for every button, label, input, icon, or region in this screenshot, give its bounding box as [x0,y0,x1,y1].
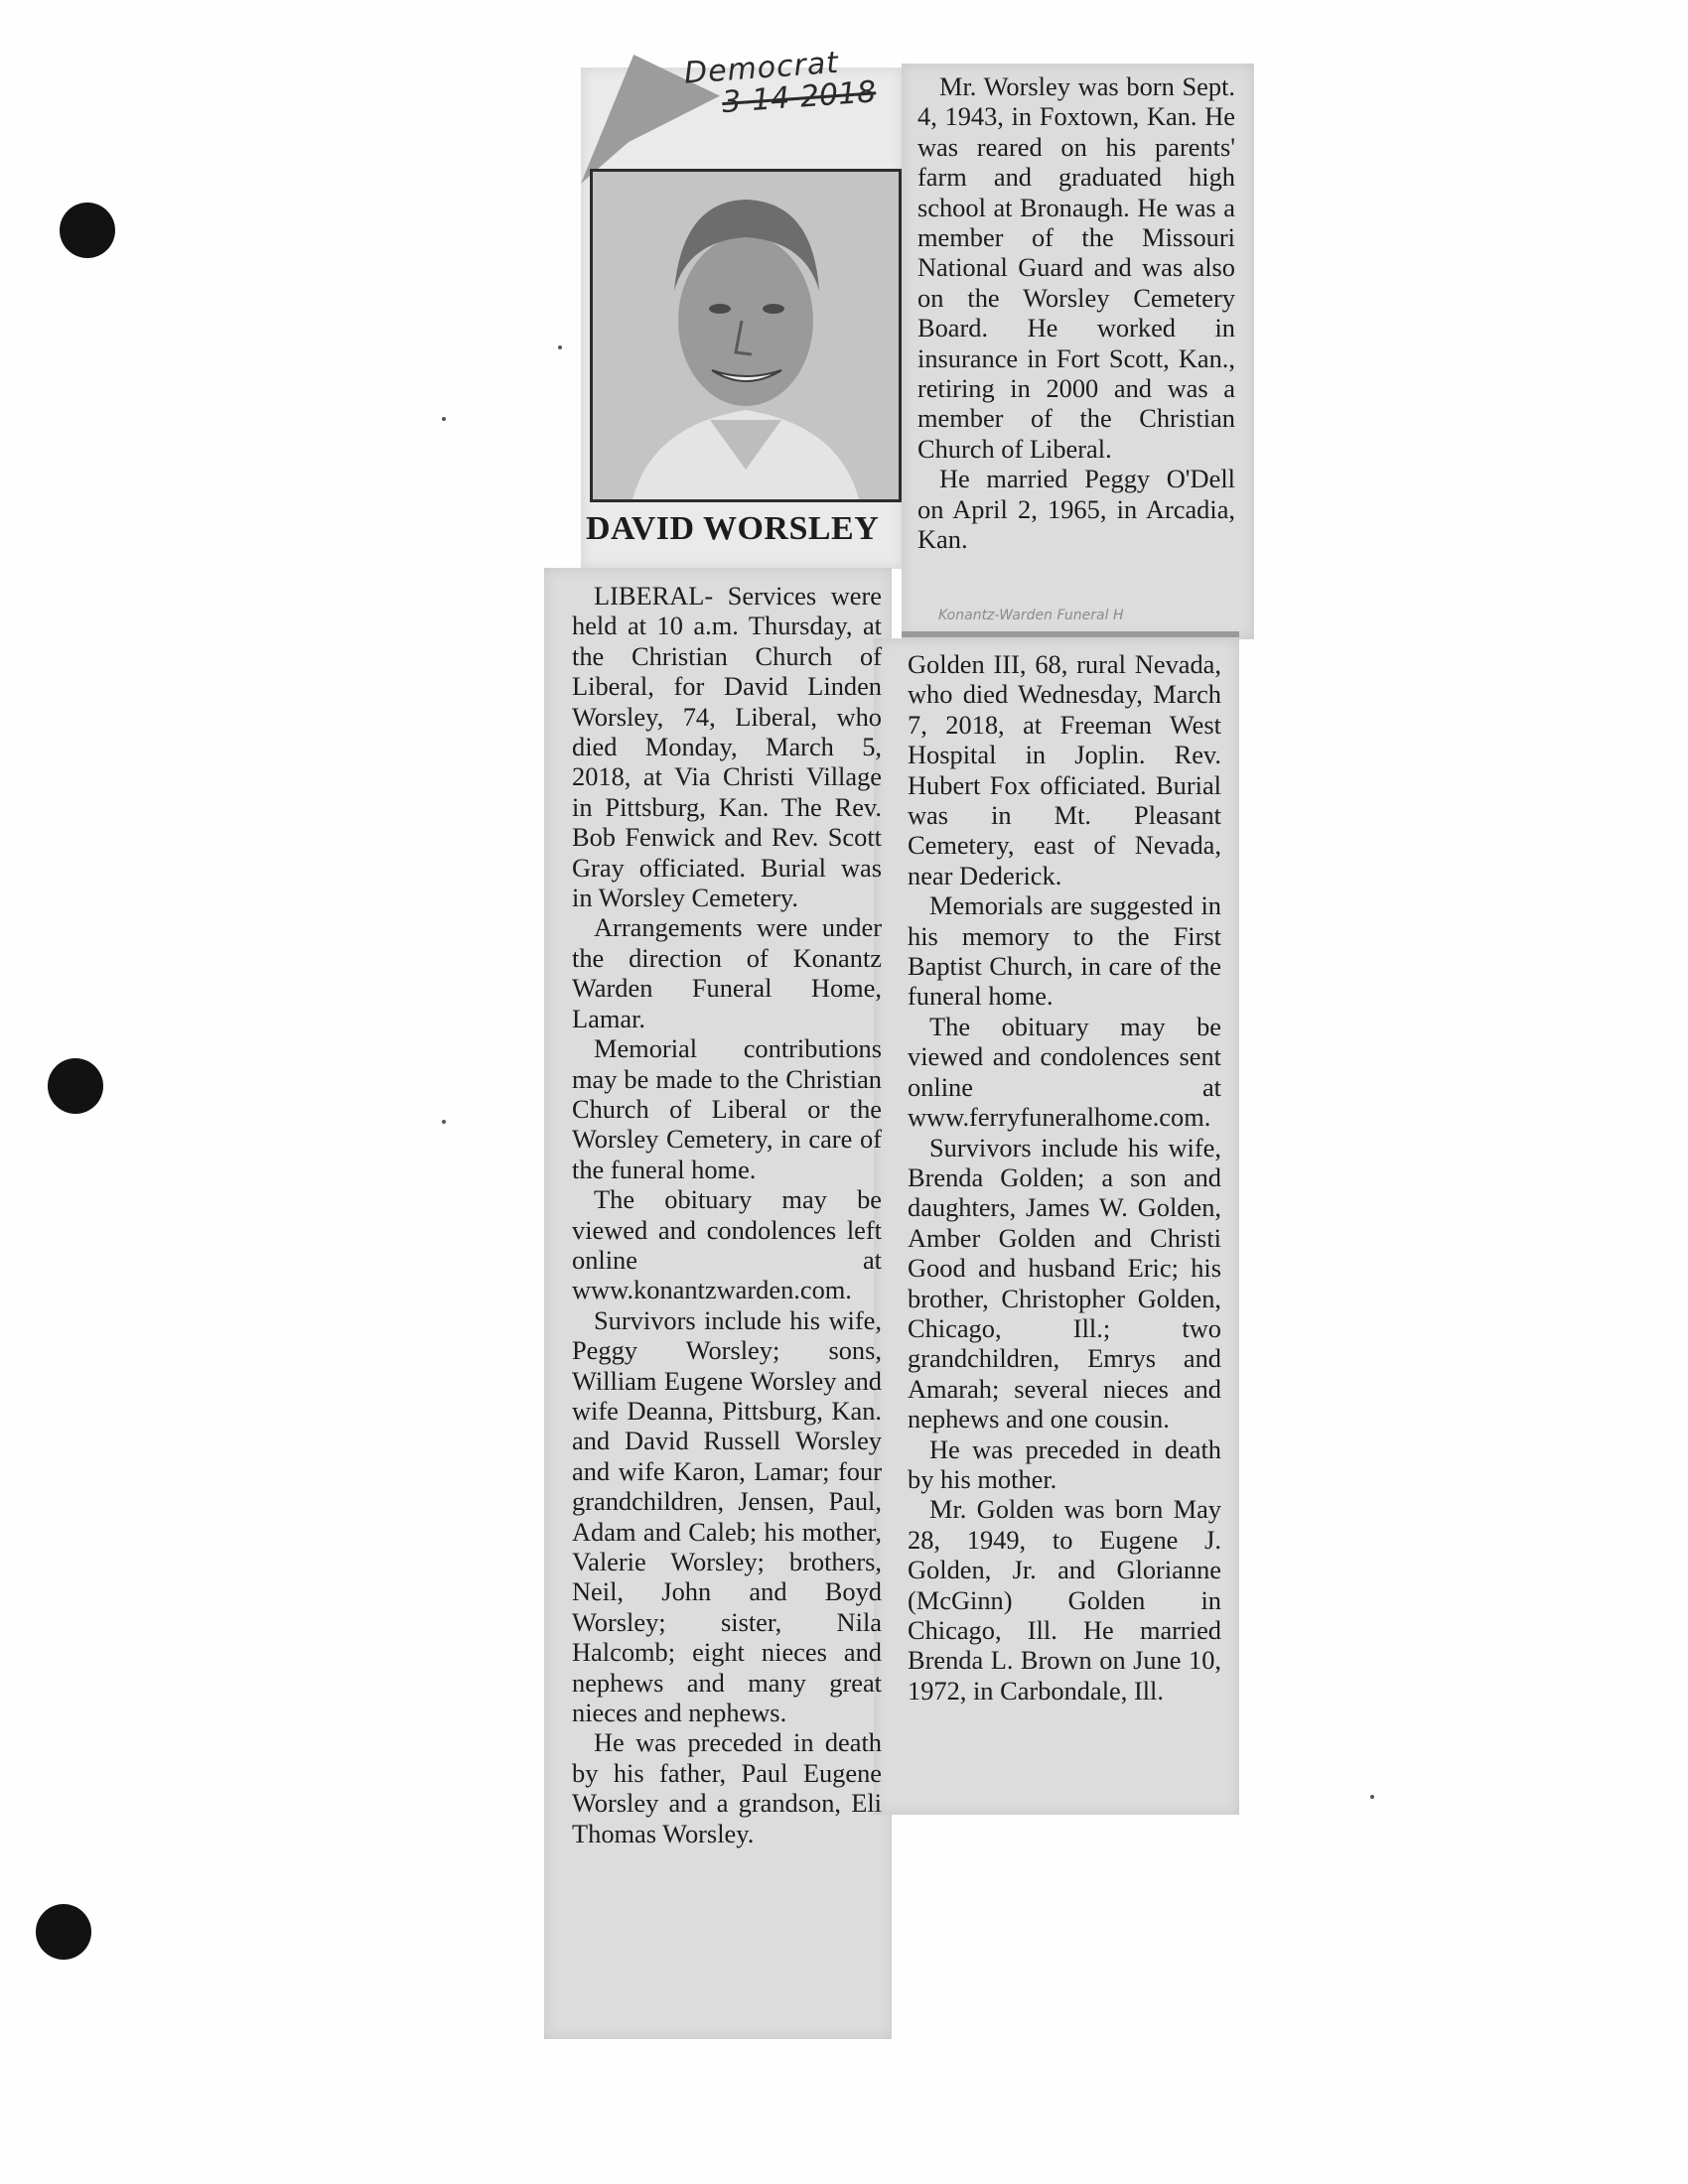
obituary-right-bottom-column [908,649,1221,1706]
scan-speck [442,1120,446,1124]
obituary-paragraph: Survivors include his wife, Brenda Golden; a son and daughters, James W. Golden, Amber Golden and Christi Good and husband Eric; his brother, Christopher Golden, Chicago, Ill.; two grandchildren, Emrys and Amarah; several nieces and nephews and one cousin. [908,1132,1221,1434]
punch-hole-top [60,203,115,258]
obituary-paragraph: The obituary may be viewed and condolences sent online at www.ferryfuneralhome.com. [908,1011,1221,1133]
scan-speck [442,417,446,421]
obituary-paragraph: He was preceded in death by his father, Paul Eugene Worsley and a grandson, Eli Thomas Worsley. [572,1727,882,1848]
obituary-right-top-column [917,71,1235,555]
handwritten-source: Democrat [682,45,841,91]
funeral-home-credit: Konantz-Warden Funeral H [938,608,1124,623]
handwritten-note [683,45,877,120]
decedent-name-heading: DAVID WORSLEY [586,510,880,547]
portrait-photo-icon [593,172,899,499]
obituary-paragraph: Memorials are suggested in his memory to the First Baptist Church, in care of the funeral home. [908,890,1221,1012]
obituary-paragraph: Mr. Golden was born May 28, 1949, to Eugene J. Golden, Jr. and Glorianne (McGinn) Golden in Chicago, Ill. He married Brenda L. Brown on June 10, 1972, in Carbondale, Ill. [908,1494,1221,1706]
punch-hole-bottom [36,1904,91,1960]
scan-speck [1370,1795,1374,1799]
portrait-photo [590,169,902,502]
obituary-paragraph: Memorial contributions may be made to the Christian Church of Liberal or the Worsley Cemetery, in care of the funeral home. [572,1033,882,1184]
punch-hole-middle [48,1058,103,1114]
scan-speck [558,345,562,349]
obituary-paragraph: The obituary may be viewed and condolences left online at www.konantzwarden.com. [572,1184,882,1305]
obituary-paragraph: LIBERAL- Services were held at 10 a.m. Thursday, at the Christian Church of Liberal, for David Linden Worsley, 74, Liberal, who died Monday, March 5, 2018, at Via Christi Village in Pittsburg, Kan. The Rev. Bob Fenwick and Rev. Scott Gray officiated. Burial was in Worsley Cemetery. [572,581,882,913]
obituary-paragraph: He married Peggy O'Dell on April 2, 1965, in Arcadia, Kan. [917,464,1235,555]
obituary-left-column [572,581,882,1848]
clipping-cut-edge [902,631,1239,637]
obituary-paragraph: Golden III, 68, rural Nevada, who died Wednesday, March 7, 2018, at Freeman West Hospital in Joplin. Rev. Hubert Fox officiated. Burial was in Mt. Pleasant Cemetery, east of Nevada, near Dederick. [908,649,1221,890]
handwritten-date: 3-14-2018 [721,73,878,120]
obituary-paragraph: He was preceded in death by his mother. [908,1433,1221,1494]
obituary-paragraph: Survivors include his wife, Peggy Worsley; sons, William Eugene Worsley and wife Deanna, Pittsburg, Kan. and David Russell Worsley and wife Karon, Lamar; four grandchildren, Jensen, Paul, Adam and Caleb; his mother, Valerie Worsley; brothers, Neil, John and Boyd Worsley; sister, Nila Halcomb; eight nieces and nephews and many great nieces and nephews. [572,1304,882,1728]
obituary-paragraph: Mr. Worsley was born Sept. 4, 1943, in Foxtown, Kan. He was reared on his parents' farm and graduated high school at Bronaugh. He was a member of the Missouri National Guard and was also on the Worsley Cemetery Board. He worked in insurance in Fort Scott, Kan., retiring in 2000 and was a member of the Christian Church of Liberal. [917,71,1235,464]
obituary-paragraph: Arrangements were under the direction of Konantz Warden Funeral Home, Lamar. [572,912,882,1033]
